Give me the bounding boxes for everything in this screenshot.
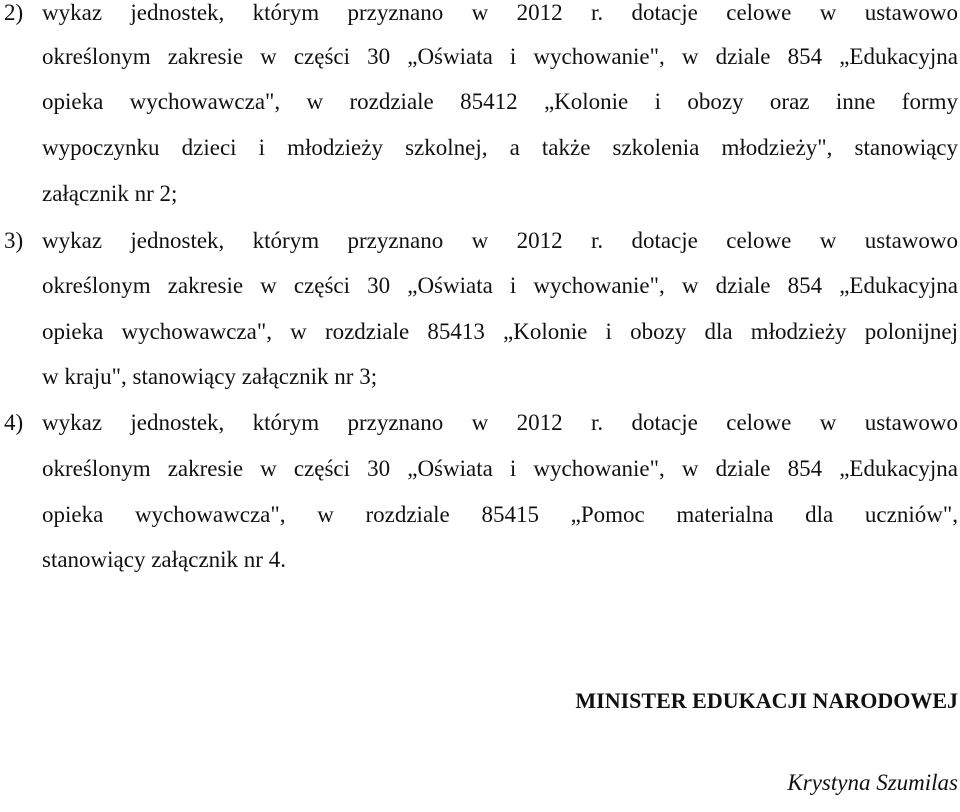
item-text-line: opieka wychowawcza", w rozdziale 85413 „Kolonie i obozy dla młodzieży polonijnej — [42, 319, 958, 344]
item-text-line: wykaz jednostek, którym przyznano w 2012 r. dotacje celowe w ustawowo — [42, 0, 958, 25]
item-text-line: określonym zakresie w części 30 „Oświata i wychowanie", w dziale 854 „Edukacyjna — [42, 44, 958, 69]
minister-title: MINISTER EDUKACJI NARODOWEJ — [575, 688, 958, 713]
item-text-line: wykaz jednostek, którym przyznano w 2012 r. dotacje celowe w ustawowo — [42, 228, 958, 253]
item-text-line: określonym zakresie w części 30 „Oświata i wychowanie", w dziale 854 „Edukacyjna — [42, 273, 958, 298]
item-text-line: opieka wychowawcza", w rozdziale 85412 „Kolonie i obozy oraz inne formy — [42, 89, 958, 114]
item-text-line: załącznik nr 2; — [42, 181, 178, 206]
item-text-line: określonym zakresie w części 30 „Oświata i wychowanie", w dziale 854 „Edukacyjna — [42, 456, 958, 481]
item-number: 3) — [4, 228, 24, 253]
item-text-line: wypoczynku dzieci i młodzieży szkolnej, a także szkolenia młodzieży", stanowiący — [42, 135, 958, 160]
item-number: 2) — [4, 0, 24, 25]
minister-signature: Krystyna Szumilas — [787, 770, 958, 795]
item-text-line: stanowiący załącznik nr 4. — [42, 547, 286, 572]
item-text-line: opieka wychowawcza", w rozdziale 85415 „Pomoc materialna dla uczniów", — [42, 502, 958, 527]
item-text-line: wykaz jednostek, którym przyznano w 2012 r. dotacje celowe w ustawowo — [42, 410, 958, 435]
item-number: 4) — [4, 410, 24, 435]
item-text-line: w kraju", stanowiący załącznik nr 3; — [42, 364, 378, 389]
